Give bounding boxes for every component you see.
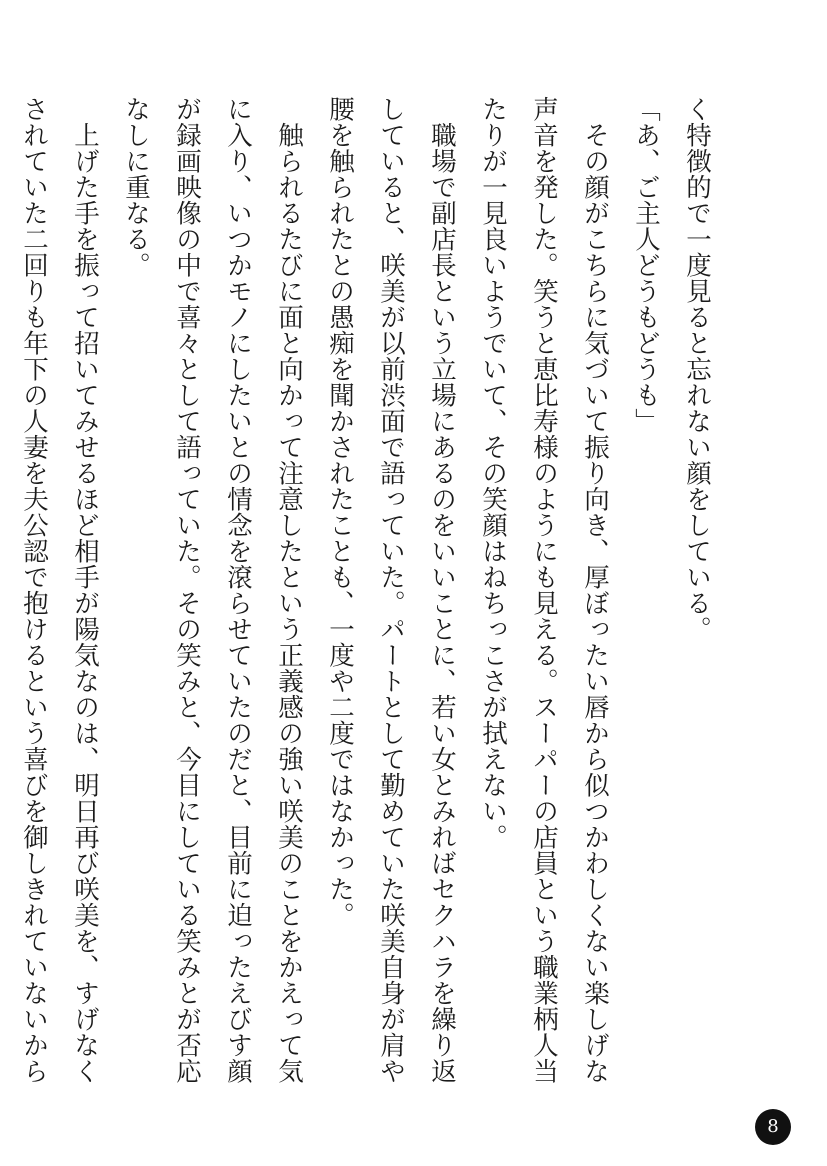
text-line (0, 96, 8, 1096)
text-line: していると、咲美が以前渋面で語っていた。パートとして勤めていた咲美自身が肩や (376, 96, 406, 1084)
page-number-badge: 8 (755, 1109, 791, 1145)
text-line: 触られるたびに面と向かって注意したという正義感の強い咲美のことをかえって気 (274, 96, 304, 1084)
text-line: 「あ、ご主人どうもどうも」 (631, 96, 661, 434)
text-line: 職場で副店長という立場にあるのをいいことに、若い女とみればセクハラを繰り返 (427, 96, 457, 1084)
text-line: 声音を発した。笑うと恵比寿様のようにも見える。スーパーの店員という職業柄人当 (529, 96, 559, 1084)
vertical-text-body (19, 96, 722, 1096)
text-line: が録画映像の中で喜々として語っていた。その笑みと、今目にしている笑みとが否応 (172, 96, 202, 1084)
text-line: く特徴的で一度見ると忘れない顔をしている。 (682, 96, 712, 642)
text-line: 腰を触られたとの愚痴を聞かされたことも、一度や二度ではなかった。 (325, 96, 355, 928)
text-line: たりが一見良いようでいて、その笑顔はねちっこさが拭えない。 (478, 96, 508, 850)
text-line: 上げた手を振って招いてみせるほど相手が陽気なのは、明日再び咲美を、すげなく (70, 96, 100, 1084)
text-line: その顔がこちらに気づいて振り向き、厚ぼったい唇から似つかわしくない楽しげな (580, 96, 610, 1084)
text-line: なしに重なる。 (121, 96, 151, 278)
text-line: に入り、いつかモノにしたいとの情念を滾らせていたのだと、目前に迫ったえびす顔 (223, 96, 253, 1084)
text-line: されていた二回りも年下の人妻を夫公認で抱けるという喜びを御しきれていないから (19, 96, 49, 1084)
